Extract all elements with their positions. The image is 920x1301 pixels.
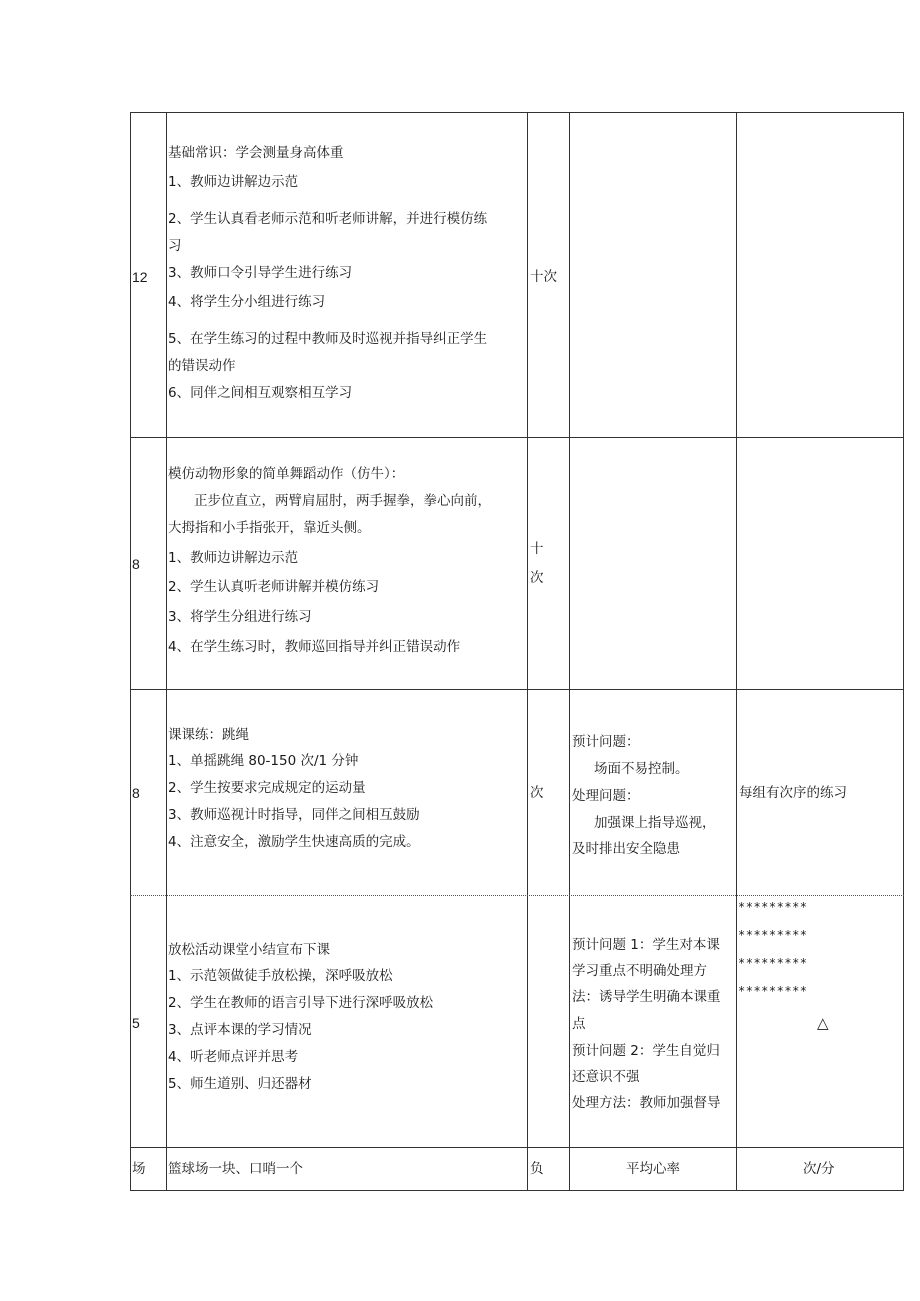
row4-problem-line: 预计问题 1：学生对本课 bbox=[572, 937, 720, 953]
row-divider-3 bbox=[130, 895, 904, 896]
row1-content-line: 习 bbox=[168, 238, 182, 254]
row3-content-line: 4、注意安全，激励学生快速高质的完成。 bbox=[168, 834, 420, 850]
table-divider-duration bbox=[166, 112, 167, 1191]
row-divider-2 bbox=[130, 689, 904, 690]
row4-problem-line: 处理方法：教师加强督导 bbox=[572, 1095, 721, 1111]
row3-content-line: 2、学生按要求完成规定的运动量 bbox=[168, 780, 366, 796]
table-divider-problems bbox=[736, 112, 737, 1191]
row1-count: 十次 bbox=[530, 269, 557, 285]
table-border-left bbox=[130, 112, 131, 1191]
row4-problem-line: 法：诱导学生明确本课重 bbox=[572, 989, 721, 1005]
teacher-triangle-icon: △ bbox=[817, 1014, 829, 1032]
row4-problem-line: 点 bbox=[572, 1016, 586, 1032]
row4-content-line: 4、听老师点评并思考 bbox=[168, 1049, 299, 1065]
row4-problem-line: 学习重点不明确处理方 bbox=[572, 963, 707, 979]
row1-content-line: 1、教师边讲解边示范 bbox=[168, 174, 299, 190]
row1-content-line: 基础常识：学会测量身高体重 bbox=[168, 145, 344, 161]
row4-problem-line: 还意识不强 bbox=[572, 1069, 640, 1085]
row2-content-line: 3、将学生分组进行练习 bbox=[168, 609, 312, 625]
row2-content-line: 1、教师边讲解边示范 bbox=[168, 550, 299, 566]
row1-content-line: 5、在学生练习的过程中教师及时巡视并指导纠正学生 bbox=[168, 331, 488, 347]
row-divider-4 bbox=[130, 1147, 904, 1148]
table-border-top bbox=[130, 112, 904, 113]
row3-count: 次 bbox=[530, 785, 544, 801]
formation-stars-row: ********* bbox=[738, 928, 808, 942]
row3-duration: 8 bbox=[132, 785, 140, 801]
row1-content-line: 4、将学生分小组进行练习 bbox=[168, 294, 326, 310]
row3-content-line: 课课练：跳绳 bbox=[168, 727, 249, 743]
row3-problem-line: 加强课上指导巡视， bbox=[594, 815, 716, 831]
row3-problem-line: 场面不易控制。 bbox=[594, 761, 689, 777]
row3-problem-line: 预计问题： bbox=[572, 734, 640, 750]
row2-content-line: 模仿动物形象的简单舞蹈动作（仿牛）： bbox=[168, 466, 405, 482]
row3-problem-line: 及时排出安全隐患 bbox=[572, 841, 680, 857]
row3-organization: 每组有次序的练习 bbox=[739, 785, 847, 801]
heart-rate-unit: 次/分 bbox=[803, 1161, 835, 1177]
row2-content-line: 2、学生认真听老师讲解并模仿练习 bbox=[168, 579, 380, 595]
row1-duration: 12 bbox=[132, 269, 148, 285]
formation-stars-row: ********* bbox=[738, 956, 808, 970]
heart-rate-label: 平均心率 bbox=[626, 1161, 680, 1177]
row3-problem-line: 处理问题： bbox=[572, 788, 640, 804]
formation-stars-row: ********* bbox=[738, 984, 808, 998]
row1-content-line: 6、同伴之间相互观察相互学习 bbox=[168, 385, 353, 401]
row2-content-line: 正步位直立，两臂肩屈肘，两手握拳，拳心向前， bbox=[194, 493, 491, 509]
row1-content-line: 2、学生认真看老师示范和听老师讲解，并进行模仿练 bbox=[168, 211, 488, 227]
row2-count-line: 次 bbox=[530, 570, 544, 586]
row1-content-line: 3、教师口令引导学生进行练习 bbox=[168, 265, 353, 281]
row-divider-1 bbox=[130, 437, 904, 438]
venue-text: 篮球场一块、口哨一个 bbox=[168, 1161, 303, 1177]
table-border-right bbox=[903, 112, 904, 1191]
row4-content-line: 5、师生道别、归还器材 bbox=[168, 1076, 312, 1092]
row2-count-line: 十 bbox=[530, 541, 544, 557]
formation-stars-row: ********* bbox=[738, 900, 808, 914]
row2-duration: 8 bbox=[132, 556, 140, 572]
load-label: 负 bbox=[530, 1161, 544, 1177]
row1-content-line: 的错误动作 bbox=[168, 358, 236, 374]
row4-problem-line: 预计问题 2：学生自觉归 bbox=[572, 1043, 720, 1059]
table-divider-count bbox=[569, 112, 570, 1191]
row2-content-line: 大拇指和小手指张开，靠近头侧。 bbox=[168, 520, 371, 536]
row2-content-line: 4、在学生练习时，教师巡回指导并纠正错误动作 bbox=[168, 639, 461, 655]
row3-content-line: 3、教师巡视计时指导，同伴之间相互鼓励 bbox=[168, 807, 420, 823]
row3-content-line: 1、单摇跳绳 80-150 次/1 分钟 bbox=[168, 753, 359, 769]
table-border-bottom bbox=[130, 1190, 904, 1191]
row4-duration: 5 bbox=[132, 1015, 140, 1031]
row4-content-line: 2、学生在教师的语言引导下进行深呼吸放松 bbox=[168, 995, 434, 1011]
row4-content-line: 1、示范领做徒手放松操，深呼吸放松 bbox=[168, 968, 393, 984]
row4-content-line: 3、点评本课的学习情况 bbox=[168, 1022, 312, 1038]
row4-content-line: 放松活动课堂小结宣布下课 bbox=[168, 942, 330, 958]
venue-label: 场 bbox=[132, 1161, 146, 1177]
table-divider-content bbox=[527, 112, 528, 1191]
